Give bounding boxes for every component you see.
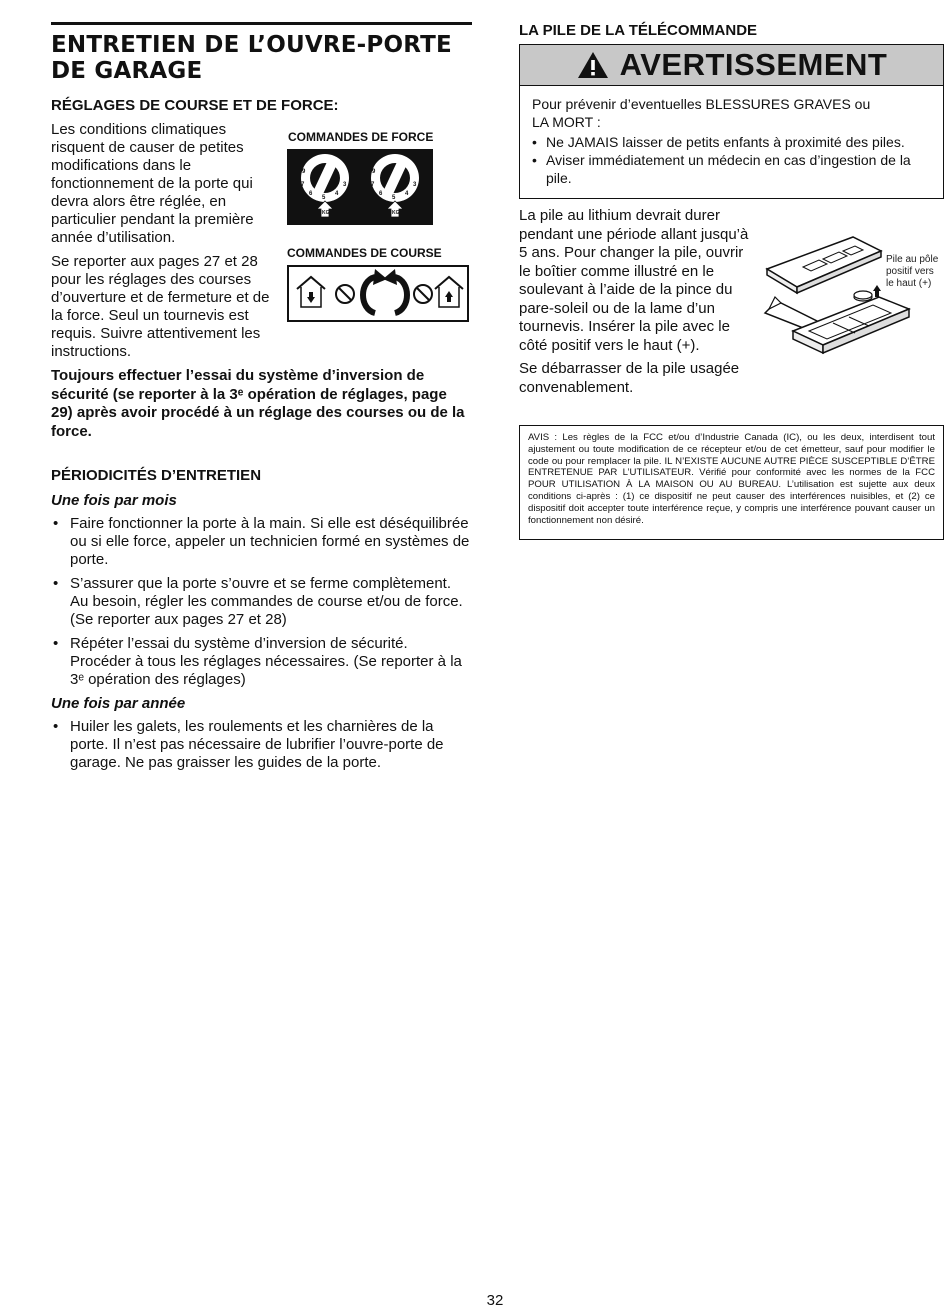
list-item: • Aviser immédiatement un médecin en cas d’ingestion de la pile.: [532, 151, 931, 187]
dial-number-9: 9: [372, 169, 376, 175]
fcc-notice-text: AVIS : Les règles de la FCC et/ou d’Industrie Canada (IC), ou les deux, interdisent tout ajustement ou toute modification de ce récepteur et/ou de cet émetteur, sauf pour modifier le code ou pour remplacer la pile. IL N’EXISTE AUCUNE AUTRE PIÈCE SUSCEPTIBLE D’ÊTRE ENTRETENUE PAR L’UTILISATEUR. Vérifié pour conformité avec les normes de la FCC POUR UTILISATION À LA MAISON OU AU BUREAU. L’utilisation est sujette aux deux conditions ci-après : (1) ce dispositif ne peut causer des interférences nuisibles, et (2) ce dispositif doit accepter toute interférence reçue, y compris une interférence pouvant causer un fonctionnement non désiré.: [528, 432, 935, 526]
remote-bottom-case: [793, 297, 909, 353]
left-column: [51, 22, 472, 778]
monthly-heading: Une fois par mois: [51, 492, 177, 509]
callout-line-3: le haut (+): [886, 278, 932, 289]
battery-paragraph-2: Se débarrasser de la pile usagée convenablement.: [519, 360, 740, 396]
battery-coin: [854, 291, 872, 301]
title-line-1: ENTRETIEN DE L’OUVRE-PORTE: [51, 32, 452, 58]
remote-battery-figure: [763, 227, 943, 362]
warning-intro-line-1: Pour prévenir d’eventuelles BLESSURES GRAVES ou: [532, 96, 871, 112]
dial-number-6: 6: [309, 191, 313, 197]
battery-heading: LA PILE DE LA TÉLÉCOMMANDE: [519, 22, 758, 39]
force-controls-figure: [287, 149, 433, 230]
list-item: • Faire fonctionner la porte à la main. Si elle est déséquilibrée ou si elle force, appeler un technicien formé en systèmes de porte.: [51, 515, 472, 569]
reglages-heading: RÉGLAGES DE COURSE ET DE FORCE:: [51, 97, 339, 114]
reglages-paragraph-2: Se reporter aux pages 27 et 28 pour les réglages des courses d’ouverture et de fermeture et de la force. Seul un tournevis est requis. Suivre attentivement les instructions.: [51, 253, 270, 360]
remote-top-cover: [767, 237, 881, 293]
callout-line-1: Pile au pôle: [886, 254, 939, 265]
up-arrow-icon: [873, 285, 881, 297]
course-controls-label: COMMANDES DE COURSE: [287, 246, 442, 260]
reglages-section: [51, 121, 472, 361]
list-item: • Répéter l’essai du système d’inversion de sécurité. Procéder à tous les réglages nécessaires. (Se reporter à la 3ᵉ opération des réglages): [51, 635, 472, 689]
dial-number-4: 4: [335, 191, 339, 197]
yearly-list: [51, 718, 472, 772]
title-line-2: DE GARAGE: [51, 58, 203, 84]
dial-number-7: 7: [371, 182, 375, 188]
course-controls-figure: [287, 265, 469, 328]
page-title: [51, 32, 472, 84]
warning-header: [520, 45, 943, 86]
dial-number-4: 4: [405, 191, 409, 197]
kg-label: KG: [322, 210, 330, 216]
screw-left-icon: [336, 285, 354, 303]
page-number: 32: [486, 1292, 504, 1309]
reglages-paragraph-1: Les conditions climatiques risquent de causer de petites modifications dans le fonctionnement de la porte qui devra alors être réglée, en particulier pendant la première année d’utilisation.: [51, 121, 254, 246]
dial-number-5: 5: [392, 195, 396, 201]
callout-line-2: positif vers: [886, 266, 934, 277]
battery-callout: [886, 254, 938, 290]
right-column: [519, 22, 944, 540]
dial-number-6: 6: [379, 191, 383, 197]
travel-controls-illustration: [287, 265, 469, 323]
dial-number-7: 7: [301, 182, 305, 188]
battery-section: [519, 207, 944, 397]
screw-right-icon: [414, 285, 432, 303]
dial-number-9: 9: [302, 169, 306, 175]
warning-box: [519, 44, 944, 199]
warning-intro-line-2: LA MORT :: [532, 114, 601, 130]
list-item: • S’assurer que la porte s’ouvre et se ferme complètement. Au besoin, régler les commandes de course et/ou de force. (Se reporter aux pages 27 et 28): [51, 575, 472, 629]
dial-number-3: 3: [343, 182, 347, 188]
force-dials-illustration: [287, 149, 433, 225]
periodicites-heading: PÉRIODICITÉS D’ENTRETIEN: [51, 467, 262, 484]
list-item: • Huiler les galets, les roulements et les charnières de la porte. Il n’est pas nécessaire de lubrifier l’ouvre-porte de garage. Ne pas graisser les guides de la porte.: [51, 718, 472, 772]
fcc-notice-box: [519, 425, 944, 540]
kg-label: KG: [392, 210, 400, 216]
battery-paragraph-1: La pile au lithium devrait durer pendant une période allant jusqu’à 5 ans. Pour changer la pile, ouvrir le boîtier comme illustré en le soulevant à l’aide de la pince du pare-soleil ou de la lame d’un tournevis. Insérer la pile avec le côté positif vers le haut (+).: [519, 207, 749, 354]
top-rule: [51, 22, 472, 25]
reversal-test-paragraph: Toujours effectuer l’essai du système d’inversion de sécurité (se reporter à la 3ᵉ opération de réglages, page 29) après avoir procédé à un réglage des courses ou de la force.: [51, 367, 465, 440]
remote-case-illustration: [763, 227, 943, 357]
warning-title: AVERTISSEMENT: [619, 47, 888, 82]
warning-body: [520, 86, 943, 198]
dial-number-5: 5: [322, 195, 326, 201]
list-item: • Ne JAMAIS laisser de petits enfants à proximité des piles.: [532, 133, 931, 151]
force-controls-label: COMMANDES DE FORCE: [288, 130, 434, 144]
dial-number-3: 3: [413, 182, 417, 188]
yearly-heading: Une fois par année: [51, 695, 186, 712]
warning-triangle-icon: [576, 50, 610, 80]
monthly-list: [51, 515, 472, 689]
